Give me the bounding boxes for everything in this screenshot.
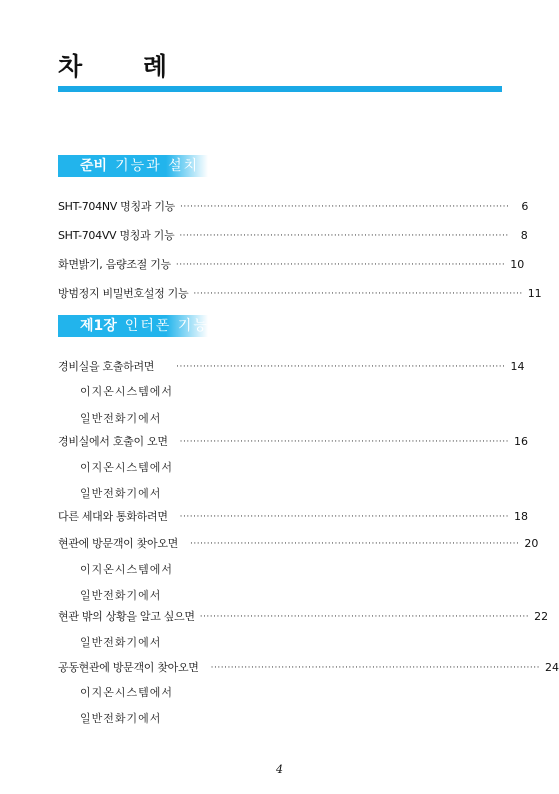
section-number: 제1장 bbox=[80, 318, 117, 334]
toc-entry-page: 24 bbox=[545, 661, 559, 674]
toc-entry[interactable] bbox=[58, 256, 525, 272]
toc-entry[interactable] bbox=[58, 433, 529, 449]
toc-sub-entry[interactable]: 이지온시스템에서 bbox=[80, 686, 174, 699]
leader-dots: ·································································································· bbox=[179, 231, 509, 241]
toc-sub-entry[interactable]: 일반전화기에서 bbox=[80, 589, 162, 602]
toc-entry-label: 공동현관에 방문객이 찾아오면 bbox=[58, 661, 199, 674]
toc-entry-label: 현관에 방문객이 찾아오면 bbox=[58, 537, 178, 550]
toc-entry-page: 6 bbox=[521, 200, 529, 213]
toc-entry-page: 20 bbox=[524, 537, 539, 550]
toc-entry-page: 22 bbox=[534, 610, 549, 623]
toc-entry[interactable] bbox=[58, 535, 539, 551]
toc-entry-page: 8 bbox=[520, 229, 528, 242]
toc-entry[interactable] bbox=[58, 285, 542, 301]
toc-entry[interactable] bbox=[58, 198, 529, 214]
leader-dots: ·································································································· bbox=[175, 260, 506, 270]
section-title: 기능과 설치 bbox=[115, 158, 200, 174]
toc-sub-entry[interactable]: 이지온시스템에서 bbox=[80, 461, 174, 474]
toc-entry[interactable] bbox=[58, 608, 549, 624]
toc-entry-page: 18 bbox=[514, 510, 529, 523]
leader-dots: ·································································································· bbox=[210, 663, 541, 673]
toc-entry-page: 10 bbox=[510, 258, 525, 271]
page-number: 4 bbox=[276, 763, 283, 776]
toc-entry-page: 14 bbox=[510, 360, 525, 373]
toc-sub-entry[interactable]: 이지온시스템에서 bbox=[80, 563, 174, 576]
section-header-preparation bbox=[58, 155, 208, 177]
toc-entry-label: 화면밝기, 음량조절 기능 bbox=[58, 258, 171, 271]
toc-entry-label: 다른 세대와 통화하려면 bbox=[58, 510, 168, 523]
leader-dots: ·································································································· bbox=[179, 437, 510, 447]
toc-sub-entry[interactable]: 일반전화기에서 bbox=[80, 487, 162, 500]
toc-entry-label: 경비실에서 호출이 오면 bbox=[58, 435, 168, 448]
leader-dots: ·································································································· bbox=[189, 539, 520, 549]
toc-entry-label: 방범정지 비밀번호설정 기능 bbox=[58, 287, 189, 300]
section-number: 준비 bbox=[80, 158, 108, 174]
toc-entry[interactable] bbox=[58, 659, 559, 675]
toc-entry-label: SHT-704NV 명칭과 기능 bbox=[58, 200, 176, 213]
leader-dots: ·································································································· bbox=[179, 512, 510, 522]
toc-sub-entry[interactable]: 일반전화기에서 bbox=[80, 712, 162, 725]
page-title: 차 례 bbox=[58, 52, 194, 81]
toc-entry[interactable] bbox=[58, 227, 528, 243]
toc-entry-label: SHT-704VV 명칭과 기능 bbox=[58, 229, 175, 242]
leader-dots: ·································································································· bbox=[199, 612, 530, 622]
toc-sub-entry[interactable]: 일반전화기에서 bbox=[80, 412, 162, 425]
toc-sub-entry[interactable]: 이지온시스템에서 bbox=[80, 385, 174, 398]
leader-dots: ·································································································· bbox=[193, 289, 523, 299]
toc-entry-page: 16 bbox=[514, 435, 529, 448]
leader-dots: ·································································································· bbox=[180, 202, 510, 212]
toc-entry[interactable] bbox=[58, 358, 525, 374]
toc-entry-label: 경비실을 호출하려면 bbox=[58, 360, 155, 373]
toc-entry[interactable] bbox=[58, 508, 529, 524]
toc-sub-entry[interactable]: 일반전화기에서 bbox=[80, 636, 162, 649]
toc-entry-label: 현관 밖의 상황을 알고 싶으면 bbox=[58, 610, 195, 623]
section-title: 인터폰 기능 bbox=[124, 318, 209, 334]
section-header-chapter-1 bbox=[58, 315, 208, 337]
toc-entry-page: 11 bbox=[527, 287, 542, 300]
title-underline-bar bbox=[58, 86, 502, 92]
leader-dots: ·································································································· bbox=[176, 362, 506, 372]
